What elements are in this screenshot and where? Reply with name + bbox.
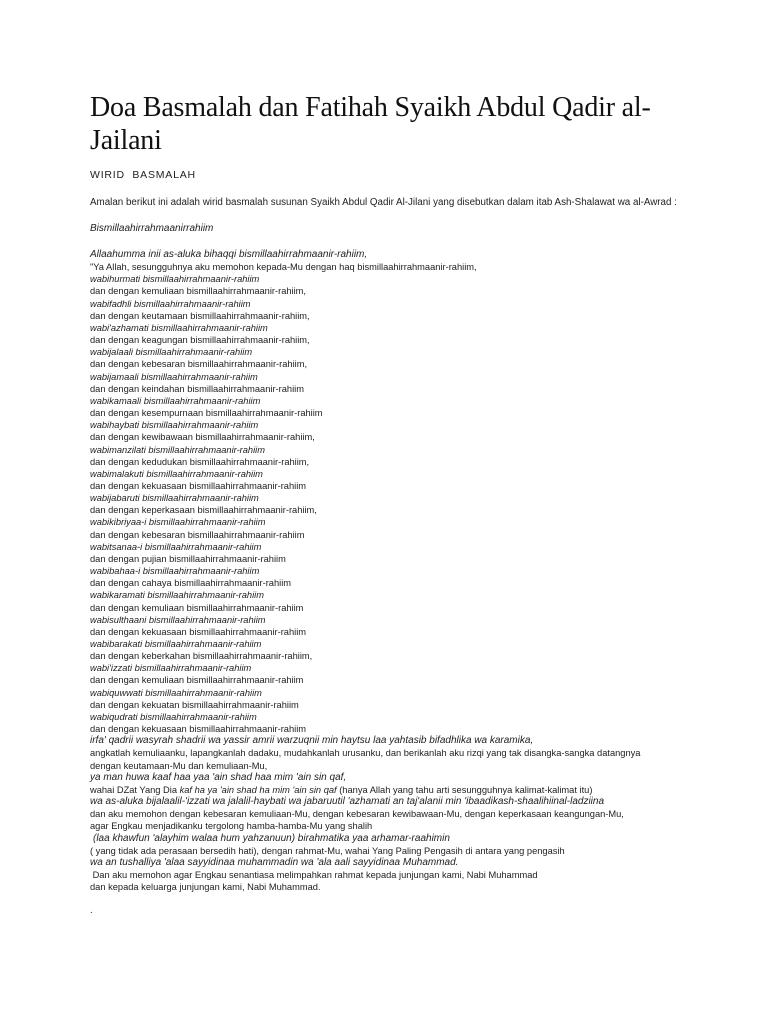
document-page [90, 91, 710, 893]
translation-line: dan dengan keagungan bismillaahirrahmaanir-rahiim, [90, 335, 310, 346]
trailing-dot: . [90, 905, 93, 916]
translation-line: dan dengan kewibawaan bismillaahirrahmaanir-rahiim, [90, 432, 315, 443]
translation-line: dan dengan kebesaran bismillaahirrahmaanir-rahiim [90, 529, 305, 540]
arabic-line: wabiqudrati bismillaahirrahmaanir-rahiim [90, 711, 257, 722]
translation-line: Dan aku memohon agar Engkau senantiasa melimpahkan rahmat kepada junjungan kami, Nabi Muhammad [90, 869, 538, 880]
translation-line: dan dengan keutamaan bismillaahirrahmaanir-rahiim, [90, 310, 310, 321]
arabic-line: wa an tushalliya 'alaa sayyidinaa muhammadin wa 'ala aali sayyidinaa Muhammad. [90, 856, 459, 868]
arabic-line: wabi'izzati bismillaahirrahmaanir-rahiim [90, 663, 252, 674]
translation-line: dan dengan kemuliaan bismillaahirrahmaanir-rahiim, [90, 286, 307, 297]
translation-line: dan dengan kekuatan bismillaahirrahmaanir-rahiim [90, 699, 299, 710]
translation-segment: (hanya Allah yang tahu arti sesungguhnya kalimat-kalimat itu) [336, 784, 593, 795]
translation-line: dan kepada keluarga junjungan kami, Nabi Muhammad. [90, 882, 321, 893]
translation-line: dan aku memohon dengan kebesaran kemuliaan-Mu, dengan kebesaran kewibawaan-Mu, dengan keperkasaan keangungan-Mu, [90, 809, 624, 820]
arabic-line: wabihaybati bismillaahirrahmaanir-rahiim [90, 420, 259, 431]
arabic-segment: kaf ha ya 'ain shad ha mim 'ain sin qaf [179, 784, 337, 795]
translation-line: dan dengan kedudukan bismillaahirrahmaanir-rahiim, [90, 456, 310, 467]
arabic-line: wabihurmati bismillaahirrahmaanir-rahiim [90, 274, 260, 285]
arabic-line: wabitsanaa-i bismillaahirrahmaanir-rahiim [90, 541, 262, 552]
arabic-line: wabikamaali bismillaahirrahmaanir-rahiim [90, 395, 261, 406]
arabic-line: wabimanzilati bismillaahirrahmaanir-rahiim [90, 444, 265, 455]
arabic-line: ya man huwa kaaf haa yaa 'ain shad haa mim 'ain sin qaf, [90, 771, 347, 783]
arabic-line: wa as-aluka bijalaalil-'izzati wa jalalil-haybati wa jabaruutil 'azhamati an taj'alanii min 'ibaadikash-shaalihiinal-ladziina [90, 796, 605, 808]
arabic-line: (laa khawfun 'alayhim walaa hum yahzanuun) birahmatika yaa arhamar-raahimin [93, 832, 450, 844]
arabic-line: wabimalakuti bismillaahirrahmaanir-rahiim [90, 468, 263, 479]
arabic-line: wabikaramati bismillaahirrahmaanir-rahiim [90, 590, 264, 601]
arabic-line: wabijabaruti bismillaahirrahmaanir-rahiim [90, 493, 259, 504]
arabic-line: wabisulthaani bismillaahirrahmaanir-rahiim [90, 614, 266, 625]
wirid-text-block [90, 249, 710, 893]
document-title: Doa Basmalah dan Fatihah Syaikh Abdul Qadir al-Jailani [90, 92, 651, 156]
arabic-line: wabikibriyaa-i bismillaahirrahmaanir-rahiim [90, 517, 266, 528]
basmalah-line: Bismillaahirrahmaanirrahiim [90, 223, 214, 234]
translation-line: dan dengan kekuasaan bismillaahirrahmaanir-rahiim [90, 626, 307, 637]
intro-paragraph: Amalan berikut ini adalah wirid basmalah susunan Syaikh Abdul Qadir Al-Jilani yang disebutkan dalam itab Ash-Shalawat wa al-Awrad : [90, 197, 677, 208]
translation-line: angkatlah kemuliaanku, lapangkanlah dadaku, mudahkanlah urusanku, dan berikanlah aku rizqi yang tak disangka-sangka datangnya [90, 748, 641, 759]
arabic-line: irfa' qadrii wasyrah shadrii wa yassir amrii warzuqnii min haytsu laa yahtasib bifadhlika wa karamika, [90, 735, 534, 747]
translation-line: dan dengan pujian bismillaahirrahmaanir-rahiim [90, 553, 286, 564]
translation-line: dan dengan keberkahan bismillaahirrahmaanir-rahiim, [90, 651, 313, 662]
translation-line: dan dengan kemuliaan bismillaahirrahmaanir-rahiim [90, 602, 304, 613]
arabic-line: wabiquwwati bismillaahirrahmaanir-rahiim [90, 687, 262, 698]
translation-line: "Ya Allah, sesungguhnya aku memohon kepada-Mu dengan haq bismillaahirrahmaanir-rahiim, [90, 262, 477, 273]
translation-line: agar Engkau menjadikanku tergolong hamba-hamba-Mu yang shalih [90, 821, 373, 832]
translation-line: dan dengan kesempurnaan bismillaahirrahmaanir-rahiim [90, 408, 323, 419]
translation-line: dan dengan kekuasaan bismillaahirrahmaanir-rahiim [90, 480, 307, 491]
translation-line: dan dengan kemuliaan bismillaahirrahmaanir-rahiim [90, 675, 304, 686]
translation-line: dan dengan cahaya bismillaahirrahmaanir-rahiim [90, 578, 292, 589]
arabic-line: wabi'azhamati bismillaahirrahmaanir-rahiim [90, 322, 268, 333]
arabic-line: wabibahaa-i bismillaahirrahmaanir-rahiim [90, 566, 260, 577]
arabic-line: wabijamaali bismillaahirrahmaanir-rahiim [90, 371, 258, 382]
translation-line: dan dengan keindahan bismillaahirrahmaanir-rahiim [90, 383, 304, 394]
translation-line: dan dengan kekuasaan bismillaahirrahmaanir-rahiim [90, 724, 307, 735]
translation-line-mixed [90, 784, 710, 796]
translation-line: dan dengan keperkasaan bismillaahirrahmaanir-rahiim, [90, 505, 317, 516]
arabic-line: wabibarakati bismillaahirrahmaanir-rahiim [90, 639, 262, 649]
translation-segment: wahai DZat Yang Dia [90, 784, 180, 795]
translation-line: ( yang tidak ada perasaan bersedih hati), dengan rahmat-Mu, wahai Yang Paling Pengasih di antara yang pengasih [90, 845, 565, 856]
arabic-line: wabifadhli bismillaahirrahmaanir-rahiim [90, 298, 251, 309]
translation-line: dengan keutamaan-Mu dan kemuliaan-Mu, [90, 760, 268, 771]
translation-line: dan dengan kebesaran bismillaahirrahmaanir-rahiim, [90, 359, 308, 370]
arabic-line: wabijalaali bismillaahirrahmaanir-rahiim [90, 347, 253, 358]
arabic-line: Allaahumma inii as-aluka bihaqqi bismillaahirrahmaanir-rahiim, [90, 249, 368, 260]
section-heading: WIRID BASMALAH [90, 169, 196, 181]
